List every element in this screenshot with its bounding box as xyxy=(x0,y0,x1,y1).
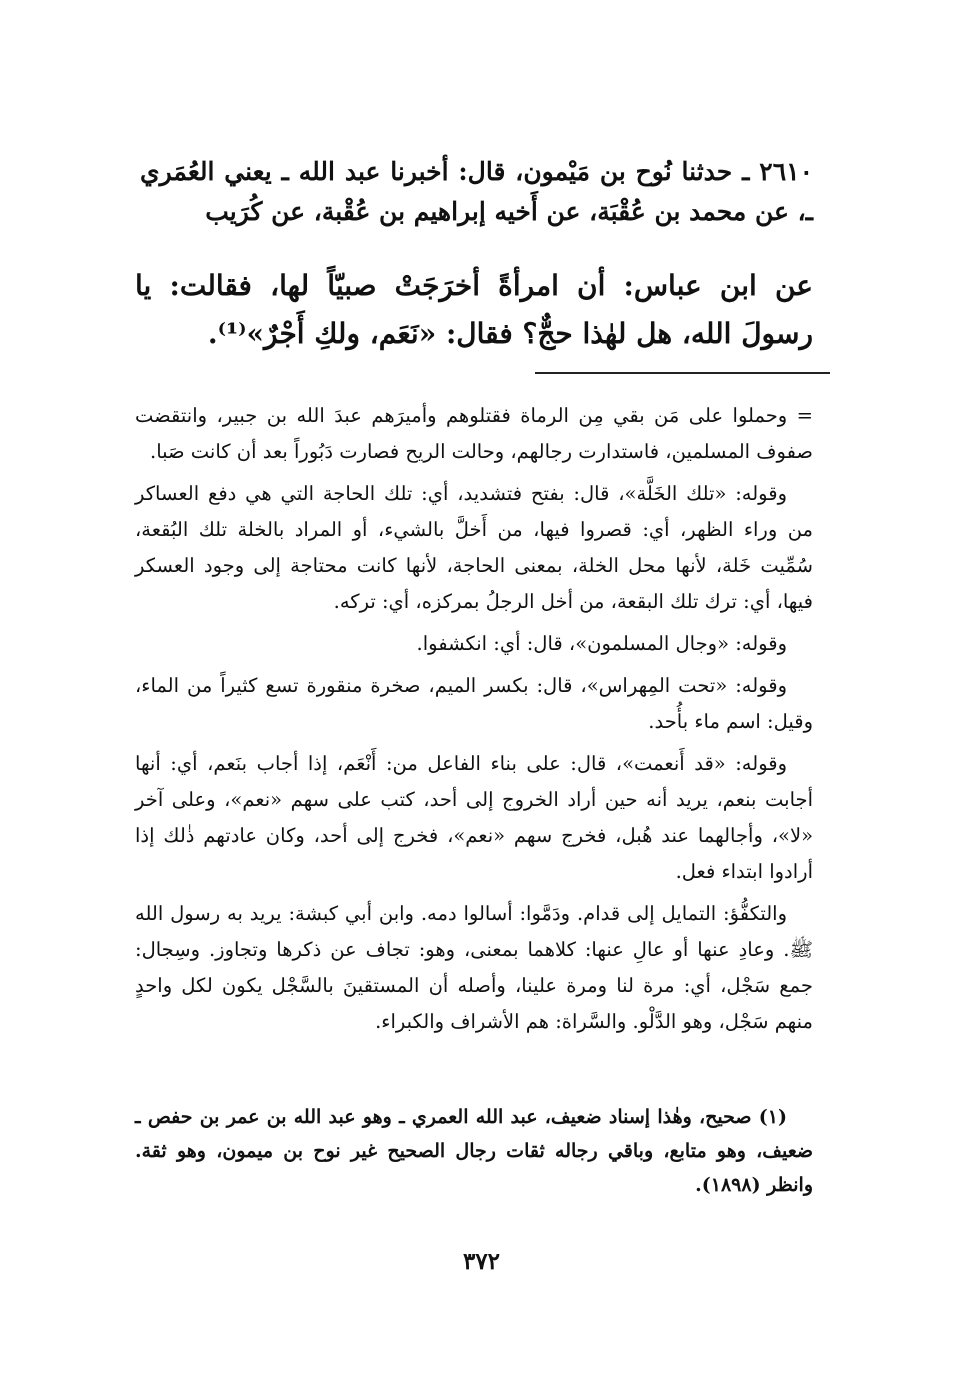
footnote-text: (١) صحيح، وهٰذا إسناد ضعيف، عبد الله العمري ـ وهو عبد الله بن عمر بن حفص ـ ضعيف، وهو متابع، وباقي رجاله ثقات رجال الصحيح غير نوح بن ميمون، وهو ثقة. وانظر (١٨٩٨). xyxy=(135,1106,813,1196)
hadith-matn: عن ابن عباس: أن امرأةً أخرَجَتْ صبيّاً لها، فقالت: يا رسولَ الله، هل لهٰذا حجٌّ؟ فقال: «نَعَم، ولكِ أَجْرٌ»⁽¹⁾. xyxy=(135,269,813,350)
commentary-paragraph: = وحملوا على مَن بقي مِن الرماة فقتلوهم وأميرَهم عبدَ الله بن جبير، وانتقضت صفوف المسلمين، فاستدارت رجالهم، وحالت الريح فصارت دَبُوراً بعد أن كانت صَبا. xyxy=(135,404,813,463)
page-number: ٣٧٢ xyxy=(462,1248,501,1275)
commentary-paragraph: وقوله: «تلك الخَلَّة»، قال: بفتح فتشديد، أي: تلك الحاجة التي هي دفع العساكر من وراء الظهر، أي: قصروا فيها، من أَخلَّ بالشيء، أو المراد بالخلة تلك البُقعة، سُمِّيت خَلة، لأنها محل الخلة، بمعنى الحاجة، لأنها كانت محتاجة إلى وجود العسكر فيها، أي: ترك تلك البقعة، من أخل الرجلُ بمركزه، أي: تركه. xyxy=(135,482,813,613)
hadith-isnad: ٢٦١٠ ـ حدثنا نُوح بن مَيْمون، قال: أخبرنا عبد الله ـ يعني العُمَري ـ، عن محمد بن عُقْبَة، عن أَخيه إبراهيم بن عُقْبة، عن كُرَيب xyxy=(140,157,813,226)
footnote xyxy=(135,1100,813,1202)
commentary xyxy=(135,398,813,1046)
commentary-paragraph: وقوله: «وجال المسلمون»، قال: أي: انكشفوا. xyxy=(416,632,787,655)
commentary-paragraph: وقوله: «تحت المِهراس»، قال: بكسر الميم، صخرة منقورة تسع كثيراً من الماء، وقيل: اسم ماء بأُحد. xyxy=(135,674,813,733)
commentary-paragraph: والتكفُّؤ: التمايل إلى قدام. ودَمَّوا: أسالوا دمه. وابن أبي كبشة: يريد به رسول الله ﷺ. وعادِ عنها أو عالِ عنها: كلاهما بمعنى، وهو: تجاف عن ذكرها وتجاوز. وسِجال: جمع سَجْل، أي: مرة لنا ومرة علينا، وأصله أن المستقينَ بالسَّجْل يكون لكل واحدٍ منهم سَجْل، وهو الدَّلْو. والسَّراة: هم الأشراف والكبراء. xyxy=(135,902,813,1033)
commentary-paragraph: وقوله: «قد أَنعمت»، قال: على بناء الفاعل من: أَنْعَم، إذا أجاب بنَعم، أي: أنها أجابت بنعم، يريد أنه حين أراد الخروج إلى أحد، كتب على سهم «نعم»، وعلى آخر «لا»، وأجالهما عند هُبل، فخرج سهم «نعم»، فخرج إلى أحد، وكان عادتهم ذٰلك إذا أرادوا ابتداء فعل. xyxy=(135,752,813,883)
separator-rule xyxy=(535,372,830,374)
